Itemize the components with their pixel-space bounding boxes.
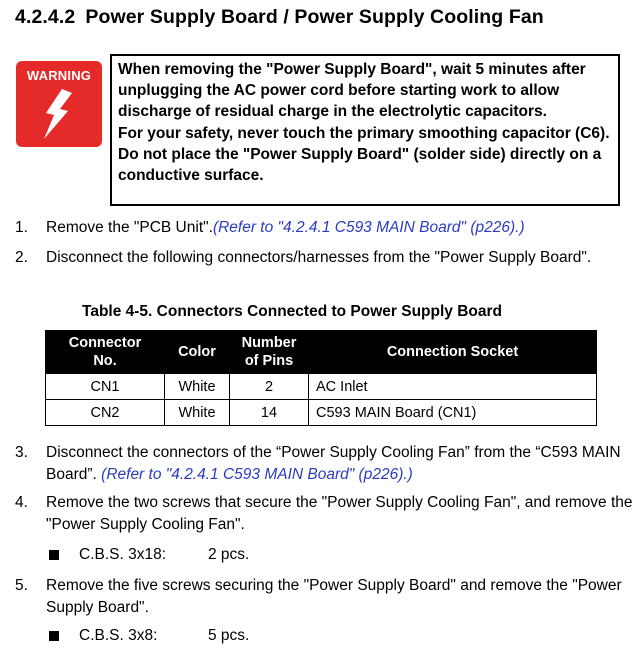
- step-text: Disconnect the following connectors/harnesses from the "Power Supply Board".: [46, 249, 592, 266]
- screw-type: C.B.S. 3x8:: [79, 627, 158, 644]
- screw-quantity: 5 pcs.: [208, 627, 250, 644]
- cell-socket: AC Inlet: [309, 374, 597, 400]
- cell-color: White: [165, 374, 230, 400]
- cell-color: White: [165, 400, 230, 426]
- header-connector: Connector No.: [46, 331, 165, 374]
- cross-reference-link[interactable]: (Refer to "4.2.4.1 C593 MAIN Board" (p226).): [212, 219, 525, 236]
- table-row: [46, 400, 597, 426]
- cell-connector: CN1: [46, 374, 165, 400]
- connector-table: [45, 330, 597, 426]
- cell-pins: 14: [230, 400, 309, 426]
- screw-quantity: 2 pcs.: [208, 546, 250, 563]
- cross-reference-link[interactable]: (Refer to "4.2.4.1 C593 MAIN Board" (p226).): [101, 465, 413, 483]
- bullet-square-icon: [49, 550, 59, 560]
- step-text: Remove the five screws securing the "Power Supply Board" and remove the "Power Supply Board".: [46, 577, 622, 616]
- header-color: Color: [165, 331, 230, 374]
- step-number: 2.: [15, 249, 28, 266]
- cell-connector: CN2: [46, 400, 165, 426]
- step-text: [46, 442, 636, 485]
- bullet-square-icon: [49, 631, 59, 641]
- warning-icon: [16, 61, 102, 147]
- step-instruction: Disconnect the connectors of the “Power Supply Cooling Fan” from the “C593 MAIN Board”.: [46, 444, 621, 483]
- step-text: Remove the two screws that secure the "Power Supply Cooling Fan", and remove the "Power Supply Cooling Fan".: [46, 494, 633, 533]
- step-number: 3.: [15, 444, 28, 461]
- section-number: 4.2.4.2: [15, 6, 76, 28]
- step-instruction: Remove the "PCB Unit".: [46, 219, 213, 236]
- section-heading: [15, 6, 544, 29]
- warning-paragraph-1: When removing the "Power Supply Board", wait 5 minutes after unplugging the AC power cord before starting work to allow discharge of residual charge in the electrolytic capacitors.: [118, 61, 586, 121]
- table-row: [46, 374, 597, 400]
- warning-paragraph-2: For your safety, never touch the primary smoothing capacitor (C6). Do not place the "Power Supply Board" (solder side) directly on a conductive surface.: [118, 124, 610, 185]
- cell-socket: C593 MAIN Board (CN1): [309, 400, 597, 426]
- screw-type: C.B.S. 3x18:: [79, 546, 167, 563]
- warning-box: [110, 54, 620, 206]
- header-socket: Connection Socket: [309, 331, 597, 374]
- warning-icon-label: WARNING: [26, 68, 92, 83]
- step-number: 4.: [15, 494, 28, 511]
- header-pins: Number of Pins: [230, 331, 309, 374]
- table-title: Table 4-5. Connectors Connected to Power Supply Board: [82, 303, 502, 320]
- step-number: 5.: [15, 577, 28, 594]
- step-number: 1.: [15, 219, 28, 236]
- section-title: Power Supply Board / Power Supply Cooling Fan: [85, 6, 544, 28]
- cell-pins: 2: [230, 374, 309, 400]
- table-header-row: [46, 331, 597, 374]
- step-text: [46, 217, 636, 239]
- lightning-bolt-icon: [38, 87, 80, 141]
